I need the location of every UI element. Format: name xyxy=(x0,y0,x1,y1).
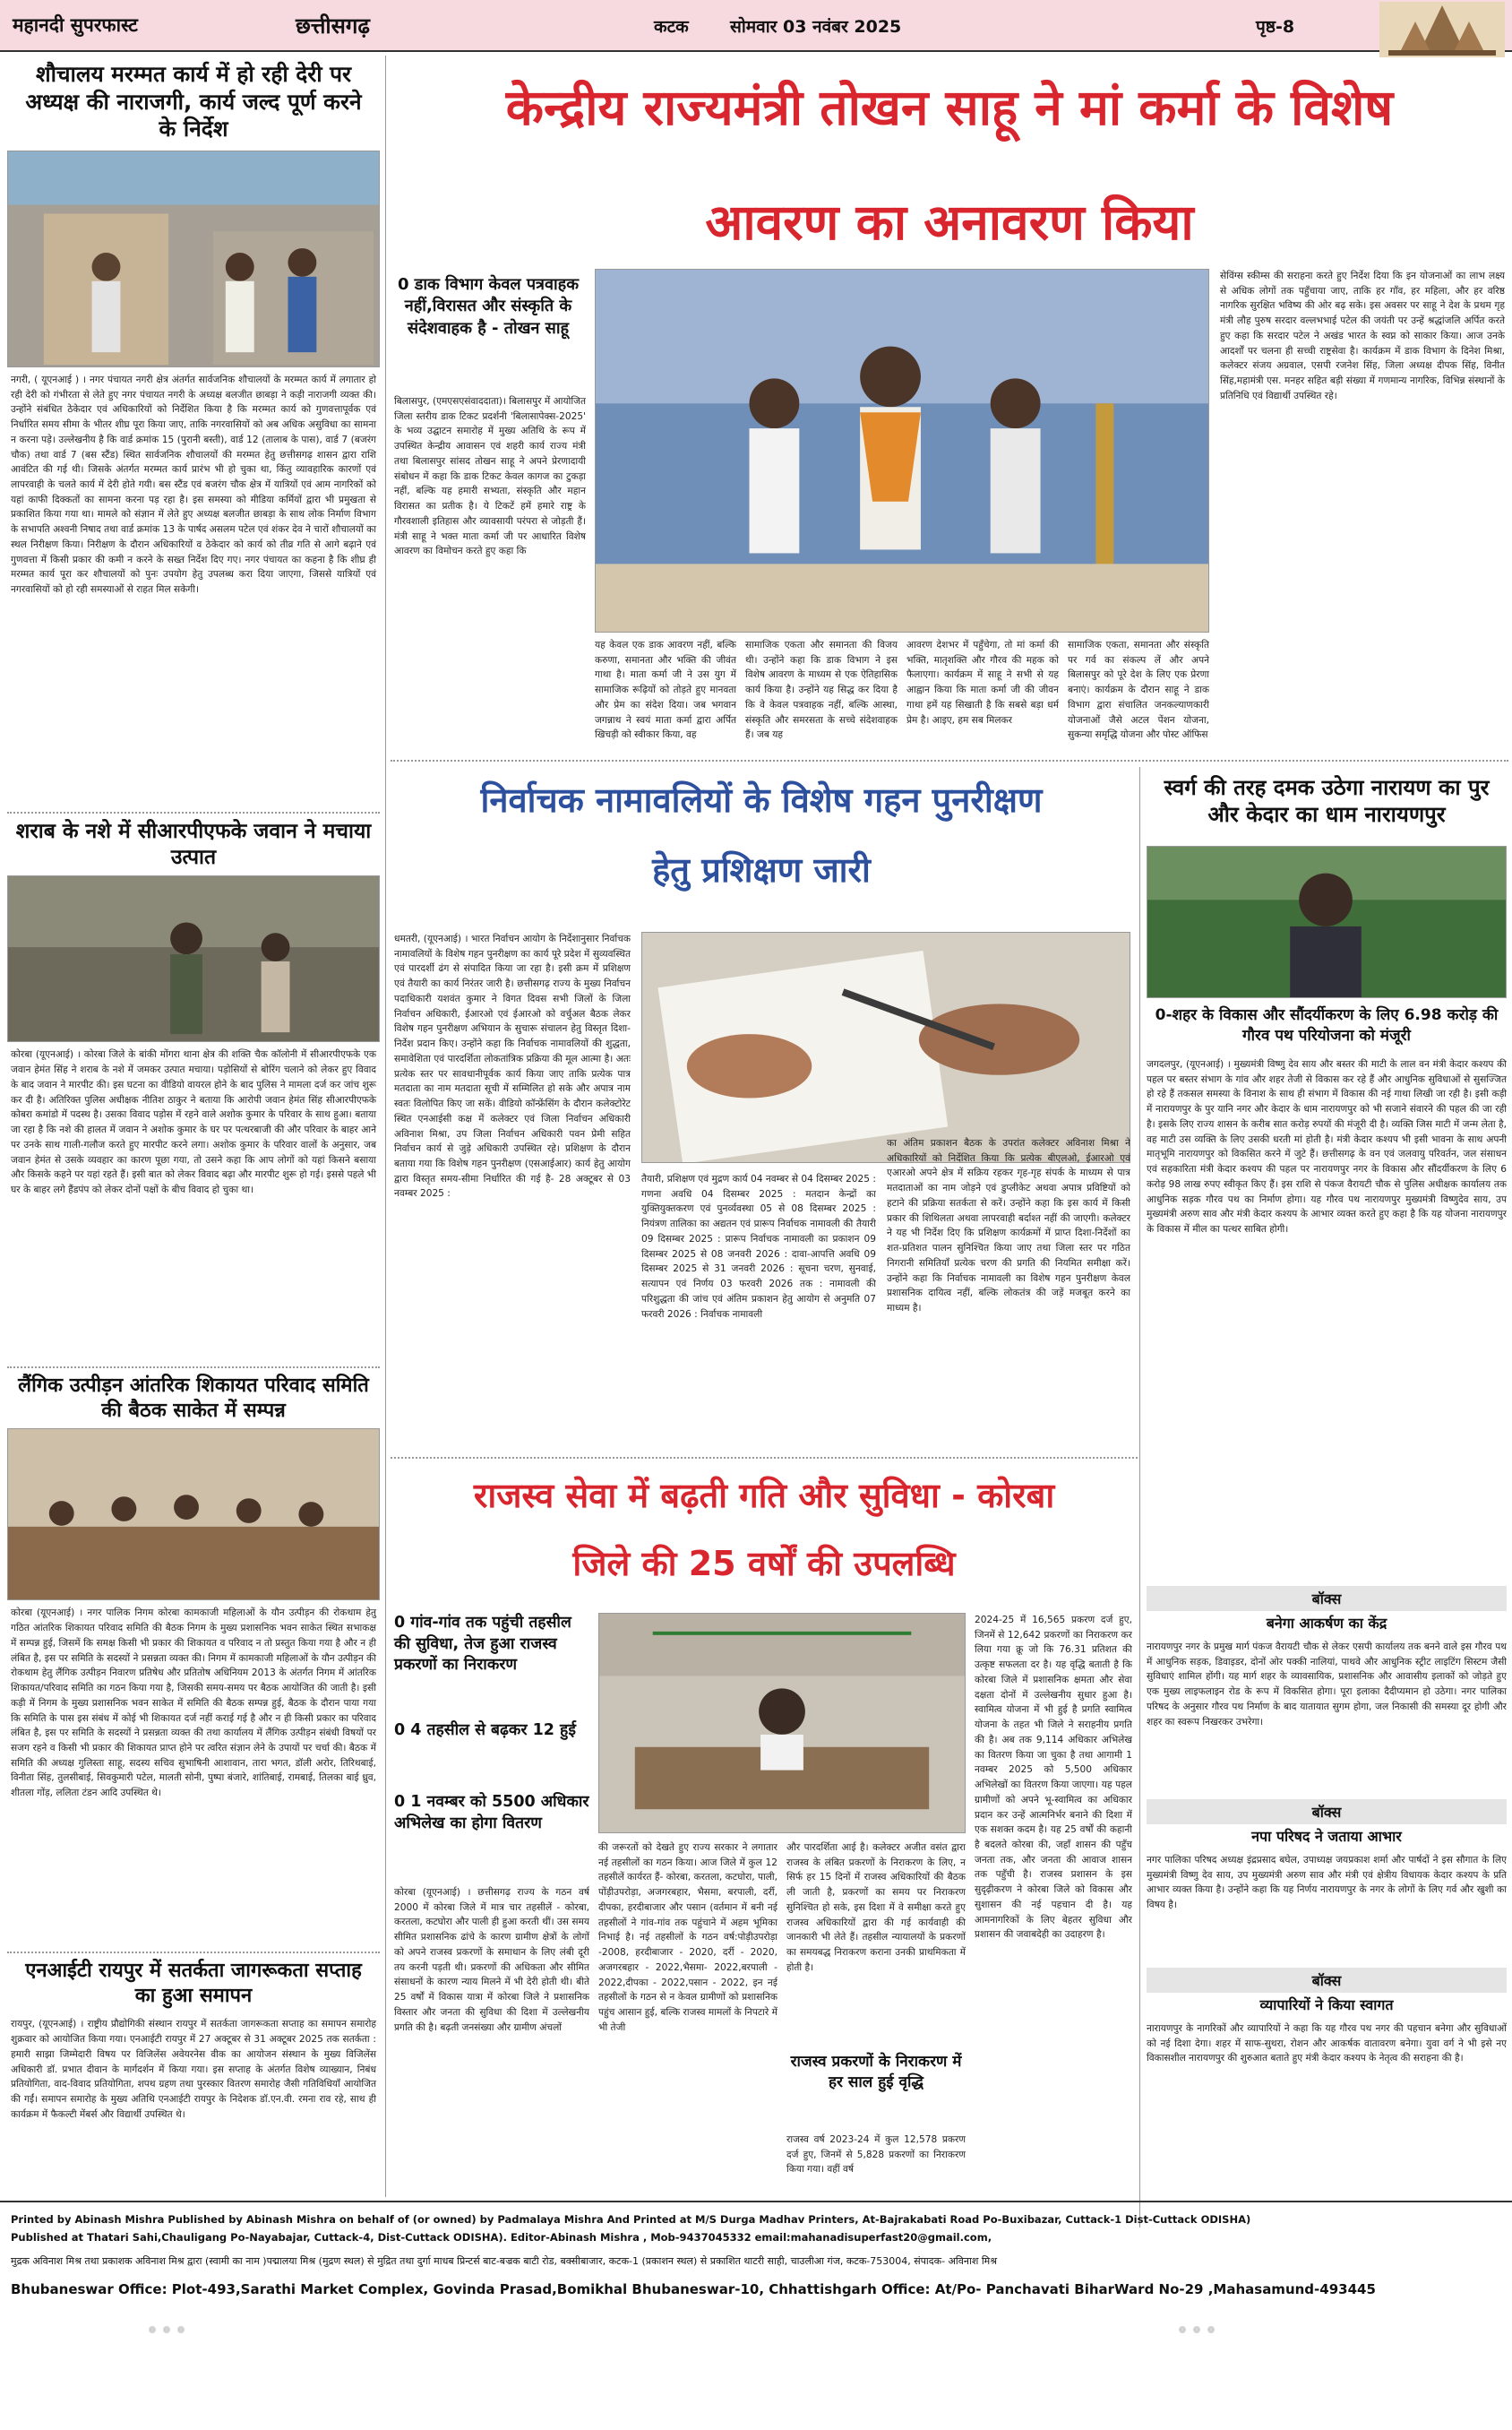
revenue-photo xyxy=(598,1613,966,1833)
committee-body: कोरबा (यूएनआई) । नगर पालिक निगम कोरबा कामकाजी महिलाओं के यौन उत्पीड़न की रोकथाम हेतु गठित आंतरिक शिकायत परिवाद समिति की बैठक निगम के मुख्य प्रशासनिक भवन साकेत स्थित सभाकक्ष में सम्पन्न हुई, जिसमें कि समक्ष किसी भी प्रकार की शिकायत व परिवाद न तो प्रस्तुत किया गया है और न ही लंबित है, इस पर समिति के सदस्यों ने प्रसन्नता व्यक्त की। निगम में कामकाजी महिलाओं के यौन उत्पीड़न की रोकथाम हेतु लैंगिक उत्पीड़न निवारण प्रतिषेध और प्रतितोष अधिनियम 2013 के अंतर्गत निगम में आंतरिक शिकायत/परिवाद समिति का गठन किया गया है, जिसकी समय-समय पर बैठक आयोजित की जाती है। इसी कड़ी में निगम के मुख्य प्रशासनिक भवन साकेत में समिति की बैठक सम्पन्न हुई, बैठक के दौरान पाया गया कि समिति के पास इस संबंध में कोई भी शिकायत दर्ज नहीं कराई गई है और न ही किसी प्रकार का परिवाद लंबित है, इस पर समिति के सदस्यों ने प्रसन्नता व्यक्त की तथा कार्यालय में लैंगिक उत्पीड़न संबंधी विषयों पर सजग रहने व किसी भी प्रकार की शिकायत प्राप्त होने पर त्वरित संज्ञान लेने के उपायों पर चर्चा की। बैठक में समिति की अध्यक्ष गुलिस्ता साहू, सदस्य सचिव सुभाषिनी आशावान, तारा भगत, डॉली अरोर, तिरिथबाई, विनीता सिंह, तुलसीबाई, सिवकुमारी पटेल, मालती सोनी, पुष्पा बंजारे, शांतिबाई, रामबाई, तिलका बाई ध्रुव, शीतला गोंड़, ललिता टंडन आदि उपस्थित थे। xyxy=(11,1607,376,1799)
sanitation-body: नगरी, ( यूएनआई ) । नगर पंचायत नगरी क्षेत्र अंतर्गत सार्वजनिक शौचालयों के मरम्मत कार्य में लगातार हो रही देरी को गंभीरता से लेते हुए नगर पंचायत नगरी के अध्यक्ष बलजीत छाबड़ा ने कड़ी नाराजगी व्यक्त की। उन्होंने संबंधित ठेकेदार एवं अधिकारियों को निर्देशित किया है कि मरम्मत कार्य को गुणवत्तापूर्वक एवं निर्धारित समय सीमा के भीतर शीघ्र पूरा किया जाए, ताकि नगरवासियों को अब अधिक असुविधा का सामना न करना पड़े। उल्लेखनीय है कि वार्ड क्रमांक 15 (पुरानी बस्ती), वार्ड 12 (तालाब के पास), वार्ड 7 (बजरंग चौक) तथा वार्ड 7 (बस स्टैंड) स्थित सार्वजनिक शौचालयों की मरम्मत हेतु छत्तीसगढ़ शासन द्वारा राशि आवंटित की गई थी। जिसके अंतर्गत मरम्मत कार्य प्रारंभ भी हो चुका था, किंतु व्यावहारिक कारणों एवं लापरवाही के चलते कार्य में देरी होते गयी। बस स्टैंड एवं बजरंग चौक क्षेत्र में यात्रियों एवं आम नागरिकों को यहां काफी दिक्कतों का सामना करना पड़ रहा है। इस समस्या को मीडिया कर्मियों द्वारा भी प्रमुखता से प्रकाशित किया गया था। मामले को संज्ञान में लेते हुए अध्यक्ष बलजीत छाबड़ा के साथ लोक निर्माण विभाग के सभापति अश्वनी निषाद तथा वार्ड क्रमांक 13 के पार्षद असलम पटेल एवं शंकर देव ने चारों शौचालयों का स्थल निरीक्षण किया। निरीक्षण के दौरान अधिकारियों व ठेकेदार को कार्य को तीव्र गति से आगे बढ़ाने एवं गुणवत्ता में किसी प्रकार की कमी न करने के सख्त निर्देश दिए गए। नगर पंचायत का कहना है कि शीघ्र ही मरम्मत कार्य पूरा कर शौचालयों को पुनः उपयोग हेतु उपलब्ध करा दिया जाएगा, जिससे यात्रियों एवं नगरवासियों को हो रही समस्याओं से राहत मिल सकेगी। xyxy=(11,374,376,596)
narayanpur-headline: स्वर्ग की तरह दमक उठेगा नारायण का पुर और केदार का धाम नारायणपुर xyxy=(1164,775,1490,827)
sanitation-headline: शौचालय मरम्मत कार्य में हो रही देरी पर अध्यक्ष की नाराजगी, कार्य जल्द पूर्ण करने के निर्देश xyxy=(25,61,362,142)
revenue-col-4: 2024-25 में 16,565 प्रकरण दर्ज हुए, जिनमें से 12,642 प्रकरणों का निराकरण कर लिया गया क्रू जो कि 76.31 प्रतिशत की उत्कृष्ट सफलता दर है। यह वृद्धि बताती है कि कोरबा जिले में प्रशासनिक क्षमता और सेवा दक्षता दोनों में उल्लेखनीय सुधार हुआ है। स्वामित्व योजना में भी हुई है प्रगति स्वामित्व योजना के तहत भी जिले ने सराहनीय प्रगति की है। अब तक 9,114 अधिकार अभिलेख का वितरण किया जा चुका है तथा आगामी 1 नवम्बर 2025 को 5,500 अधिकार अभिलेखों का वितरण किया जाएगा। यह पहल ग्रामीणों को अपने भू-स्वामित्व का अधिकार प्रदान कर उन्हें आत्मनिर्भर बनाने की दिशा में एक सशक्त कदम है। यह 25 वर्षों की कहानी है बदलते कोरबा की, जहाँ शासन की पहुँच जनता तक, और जनता की आवाज शासन तक पहुँची है। राजस्व प्रशासन के इस सुदृढ़ीकरण ने कोरबा जिले को विकास और सुशासन की नई पहचान दी है। यह आमनागरिकों के लिए बेहतर सुविधा और प्रशासन की जवाबदेही का उदाहरण है। xyxy=(975,1615,1132,1941)
box1-label: बॉक्स xyxy=(1147,1586,1507,1611)
revenue-headline-1: राजस्व सेवा में बढ़ती गति और सुविधा - कोरबा xyxy=(473,1476,1055,1515)
revenue-col-3: और पारदर्शिता आई है। कलेक्टर अजीत वसंत द्वारा राजस्व के लंबित प्रकरणों के निराकरण के लिए, न सिर्फ हर 15 दिनों में राजस्व अधिकारियों की बैठक ली जाती है, प्रकरणों का समय पर निराकरण सुनिश्चित हो सके, इस दिशा में वे समीक्षा करते हुए राजस्व अधिकारियों द्वारा की गई कार्यवाही की जानकारी भी लेते हैं। तहसील न्यायालयों के प्रकरणों का समयबद्ध निराकरण कराना उनकी प्राथमिकता में होती है। xyxy=(786,1842,966,1973)
state-name: छत्तीसगढ़ xyxy=(296,13,370,39)
committee-photo xyxy=(7,1428,380,1600)
lead-bottom-rule xyxy=(391,760,1508,762)
electoral-headline-2: हेतु प्रशिक्षण जारी xyxy=(652,850,871,890)
page-number: पृष्ठ-8 xyxy=(1256,17,1295,37)
imprint-line-2: Published at Thatari Sahi,Chauligang Po-Nayabajar, Cuttack-4, Dist-Cuttack ODISHA). Editor-Abinash Mishra , Mob-9437045332 email:mahanadisuperfast20@gmail.com, xyxy=(11,2231,992,2244)
nit-body: रायपुर, (यूएनआई) । राष्ट्रीय प्रौद्योगिकी संस्थान रायपुर में सतर्कता जागरूकता सप्ताह का समापन समारोह शुक्रवार को आयोजित किया गया। एनआईटी रायपुर में 27 अक्टूबर से 31 अक्टूबर 2025 तक सतर्कता : हमारी साझा जिम्मेदारी विषय पर विजिलेंस अवेयरनेस वीक का आयोजन संस्थान के मुख्य विजिलेंस अधिकारी डॉ. प्रभात दीवान के मार्गदर्शन में किया गया। इस सप्ताह के अंतर्गत विशेष व्याख्यान, निबंध प्रतियोगिता, वाद-विवाद प्रतियोगिता, शपथ ग्रहण तथा पुरस्कार वितरण समारोह जैसी गतिविधियाँ आयोजित की गईं। समापन समारोह के मुख्य अतिथि एनआईटी रायपुर के निदेशक डॉ.एन.वी. रमना राव रहे, साथ ही कार्यक्रम में फैकल्टी मेंबर्स और विद्यार्थी उपस्थित थे। xyxy=(11,2019,376,2120)
nit-headline: एनआईटी रायपुर में सतर्कता जागरूकता सप्ताह का हुआ समापन xyxy=(25,1960,362,2007)
committee-headline: लैंगिक उत्पीड़न आंतरिक शिकायत परिवाद समिति की बैठक साकेत में सम्पन्न xyxy=(18,1374,369,1422)
lead-photo xyxy=(595,269,1209,633)
sanitation-photo xyxy=(7,151,380,367)
box1-body: नारायणपुर नगर के प्रमुख मार्ग पंकज वैरायटी चौक से लेकर एसपी कार्यालय तक बनने वाले इस गौरव पथ में आधुनिक सड़क, डिवाइडर, दोनों ओर पक्की नालियां, पाथवे और आधुनिक स्ट्रीट लाइटिंग सिस्टम जैसी सुविधाएं शामिल होंगी। यह मार्ग शहर के व्यावसायिक, प्रशासनिक और आवासीय इलाकों को जोड़ते हुए एक मुख्य लाइफलाइन रोड के रूप में विकसित होगा। पूरा इलाका दैदीप्यमान हो उठेगा। नगर पालिका परिषद के अनुसार गौरव पथ निर्माण के बाद यातायात सुगम होगा, जल निकासी की समस्या दूर होगी और शहर का स्वरूप निखरकर उभरेगा। xyxy=(1147,1642,1507,1728)
revenue-col-1: कोरबा (यूएनआई) । छत्तीसगढ़ राज्य के गठन वर्ष 2000 में कोरबा जिले में मात्र चार तहसीलें - कोरबा, करतला, कटघोरा और पाली ही हुआ करती थीं। उस समय सीमित प्रशासनिक ढांचे के कारण ग्रामीण क्षेत्रों के लोगों को अपने राजस्व प्रकरणों के समाधान के लिए लंबी दूरी तय करनी पड़ती थी। प्रकरणों की अधिकता और सीमित संसाधनों के कारण न्याय मिलने में भी देरी होती थी। बीते 25 वर्षों में विकास यात्रा में कोरबा जिले ने प्रशासनिक विस्तार और जनता की सुविधा की दिशा में उल्लेखनीय प्रगति की है। बढ़ती जनसंख्या और ग्रामीण अंचलों xyxy=(394,1887,589,2033)
electoral-headline-1: निर्वाचक नामावलियों के विशेष गहन पुनरीक्षण xyxy=(480,780,1043,820)
lead-col-5: सामाजिक एकता, समानता और संस्कृति पर गर्व का संकल्प लें और अपने बिलासपुर को पूरे देश के लिए एक प्रेरणा बनाएं। कार्यक्रम के दौरान साहू ने डाक विभाग द्वारा संचालित जनकल्याणकारी योजनाओं जैसे अटल पेंशन योजना, सुकन्या समृद्धि योजना और पोस्ट ऑफिस xyxy=(1068,640,1209,741)
lead-col-6: सेविंग्स स्कीम्स की सराहना करते हुए निर्देश दिया कि इन योजनाओं का लाभ लक्ष्य से अधिक लोगों तक पहुँचाया जाए, ताकि हर गाँव, हर महिला, और हर वरिष्ठ नागरिक सुरक्षित भविष्य की ओर बढ़ सके। इस अवसर पर साहू ने देश के प्रथम गृह मंत्री लौह पुरुष सरदार वल्लभभाई पटेल की जयंती पर उन्हें श्रद्धांजलि अर्पित करते हुए कहा कि सरदार पटेल ने अखंड भारत के स्वप्न को साकार किया। आज उनके आदर्शों पर चलना ही सच्ची राष्ट्रसेवा है। कार्यक्रम में डाक विभाग के दिनेश मिश्रा, कलेक्टर संजय अग्रवाल, एसपी रजनेश सिंह, जिला अध्यक्ष दीपक सिंह, विनीत सिंह,महामंत्री एस. मनहर सहित बड़ी संख्या में गणमान्य नागरिक, विभिन्न संस्थानों के प्रतिनिधि एवं विद्यार्थी उपस्थित रहे। xyxy=(1220,271,1505,401)
electoral-col-1: धमतरी, (यूएनआई) । भारत निर्वाचन आयोग के निर्देशानुसार निर्वाचक नामावलियों के विशेष गहन पुनरीक्षण का कार्य पूरे प्रदेश में सुव्यवस्थित एवं पारदर्शी ढंग से संपादित किया जा रहा है। इसी क्रम में प्रशिक्षण एवं तैयारी का कार्य निरंतर जारी है। छत्तीसगढ़ राज्य के मुख्य निर्वाचन पदाधिकारी यशवंत कुमार ने विगत दिवस सभी जिलों के जिला निर्वाचन अधिकारी, ईआरओ एवं ईआरओ को वर्चुअल बैठक लेकर विशेष गहन पुनरीक्षण अभियान के सुचारू संचालन हेतु विस्तृत दिशा-निर्देश प्रदान किए। उन्होंने कहा कि निर्वाचक नामावलियों की शुद्धता, समावेशिता एवं पारदर्शिता लोकतांत्रिक प्रक्रिया की मूल आत्मा है। अतः प्रत्येक स्तर पर सावधानीपूर्वक कार्य किया जाए ताकि प्रत्येक पात्र मतदाता का नाम मतदाता सूची में सम्मिलित हो सके और अपात्र नाम स्वतः विलोपित किए जा सकें। वीडियो कॉन्फ्रेंसिंग के दौरान कलेक्टोरेट स्थित एनआईसी कक्ष में कलेक्टर एवं जिला निर्वाचन अधिकारी अविनाश मिश्रा, उप जिला निर्वाचन अधिकारी पवन प्रेमी सहित निर्वाचन कार्य से जुड़े अधिकारी उपस्थित रहे। प्रशिक्षण के दौरान बताया गया कि विशेष गहन पुनरीक्षण (एसआईआर) कार्य हेतु आयोग द्वारा विस्तृत समय-सीमा निर्धारित की गई है- 28 अक्टूबर से 03 नवम्बर 2025 : xyxy=(394,934,631,1200)
narayanpur-body: जगदलपुर, (यूएनआई) । मुख्यमंत्री विष्णु देव साय और बस्तर की माटी के लाल वन मंत्री केदार कश्यप की पहल पर बस्तर संभाग के गांव और शहर तेजी से विकास कर रहे हैं और आधुनिक सुविधाओं से सुसज्जित हो रहे हैं तकसल समस्या के विनाश के साथ ही संभाग में विकास की नई गाथा लिखी जा रही है। इसी कड़ी में नारायणपुर के पुर यानि नगर और केदार के धाम नारायणपुर को भी सजाने संवारने की पहल की जा रही है। इसके लिए राज्य शासन के करीब सात करोड़ रुपयों की मंजूरी दी है। व्यक्ति जिस माटी में जन्म लेता है, वह माटी उस व्यक्ति के लिए उसकी धरती मां होती है। मंत्री केदार कश्यप भी इसी भावना के साथ अपनी मातृभूमि नारायणपुर को विकसित करने में जुटे हैं। छत्तीसगढ़ के वन एवं जलवायु परिवर्तन, जल संसाधन एवं सहकारिता मंत्री केदार कश्यप की पहल पर नारायणपुर नगर के विकास और सौंदर्यीकरण के लिए 6 करोड़ 98 लाख रुपए स्वीकृत किए हैं। इस राशि से पंकज वैरायटी चौक से पुलिस अधीक्षक कार्यालय तक आधुनिक सड़क गौरव पथ का निर्माण होगा। यह गौरव पथ नारायणपुर मुख्यमंत्री विष्णुदेव साय, उप मुख्यमंत्री अरुण साव और मंत्री केदार कश्यप के आभार व्यक्त करते हुए कहा है कि यह योजना नारायणपुर के विकास में मील का पत्थर साबित होगी। xyxy=(1147,1059,1507,1236)
revenue-top-rule xyxy=(391,1457,1138,1459)
box2-label: बॉक्स xyxy=(1147,1799,1507,1824)
box3-label: बॉक्स xyxy=(1147,1968,1507,1993)
lead-col-4: आवरण देशभर में पहुँचेगा, तो मां कर्मा की भक्ति, मातृशक्ति और गौरव की महक को फैलाएगा। कार्यक्रम में साहू ने सभी से यह आह्वान किया कि माता कर्मा जी की जीवन गाथा हमें यह सिखाती है कि सबसे बड़ा धर्म प्रेम है। आइए, हम सब मिलकर xyxy=(906,640,1059,726)
revenue-sub-1: 0 गांव-गांव तक पहुंची तहसील की सुविधा, तेज हुआ राजस्व प्रकरणों का निराकरण xyxy=(394,1614,571,1675)
column-rule xyxy=(385,56,386,2197)
footer-rule xyxy=(0,2201,1512,2202)
crpf-photo xyxy=(7,875,380,1042)
narayanpur-photo xyxy=(1147,846,1507,998)
imprint-line-1: Printed by Abinash Mishra Published by Abinash Mishra on behalf of (or owned) by Padmalaya Mishra And Printed at M/S Durga Madhav Printers, At-Bajrakabati Road Po-Buxibazar, Cuttack-1 Dist-Cuttack ODISHA) xyxy=(11,2213,1251,2226)
registration-marks xyxy=(0,2312,1512,2430)
box3-title: व्यापारियों ने किया स्वागत xyxy=(1259,1996,1394,2013)
crpf-headline: शराब के नशे में सीआरपीएफके जवान ने मचाया उत्पात xyxy=(15,819,372,869)
lead-headline-2: आवरण का अनावरण किया xyxy=(705,194,1194,251)
box2-title: नपा परिषद ने जताया आभार xyxy=(1251,1828,1402,1845)
lead-headline-1: केन्द्रीय राज्यमंत्री तोखन साहू ने मां कर्मा के विशेष xyxy=(505,79,1394,136)
left-column xyxy=(7,56,380,2197)
revenue-sub-3: 0 1 नवम्बर को 5500 अधिकार अभिलेख का होगा वितरण xyxy=(394,1793,589,1832)
lead-col-3: सामाजिक एकता और समानता की विजय थी। उन्होंने कहा कि डाक विभाग ने इस विशेष आवरण के माध्यम से एक ऐतिहासिक कार्य किया है। उन्होंने यह सिद्ध कर दिया है कि वे केवल पत्रवाहक नहीं, बल्कि आस्था, संस्कृति और समरसता के सच्चे संदेशवाहक हैं। जब यह xyxy=(745,640,898,741)
revenue-headline-2: जिले की 25 वर्षों की उपलब्धि xyxy=(572,1544,956,1583)
paper-name: महानदी सुपरफास्ट xyxy=(13,14,138,36)
issue-date: सोमवार 03 नवंबर 2025 xyxy=(730,17,902,37)
office-address: Bhubaneswar Office: Plot-493,Sarathi Market Complex, Govinda Prasad,Bomikhal Bhubaneswar-10, Chhattishgarh Office: At/Po- Panchavati BiharWard No-29 ,Mahasamund-493445 xyxy=(11,2281,1376,2297)
electoral-photo xyxy=(641,932,1130,1163)
box2-body: नगर पालिका परिषद अध्यक्ष इंद्रप्रसाद बघेल, उपाध्यक्ष जयप्रकाश शर्मा और पार्षदों ने इस सौगात के लिए मुख्यमंत्री विष्णु देव साय, उप मुख्यमंत्री अरुण साव और मंत्री एवं क्षेत्रीय विधायक केदार कश्यप के प्रति आभार व्यक्त किया है। उन्होंने कहा कि यह निर्णय नारायणपुर के नगर के लोगों के लिए गर्व और खुशी का विषय है। xyxy=(1147,1855,1507,1911)
revenue-sub-4: राजस्व प्रकरणों के निराकरण में हर साल हुई वृद्धि xyxy=(790,2053,962,2091)
electoral-col-3: का अंतिम प्रकाशन बैठक के उपरांत कलेक्टर अविनाश मिश्रा ने अधिकारियों को निर्देशित किया कि प्रत्येक बीएलओ, ईआरओ एवं एआरओ अपने क्षेत्र में सक्रिय रहकर गृह-गृह संपर्क के माध्यम से पात्र मतदाताओं का नाम जोड़ने एवं डुप्लीकेट अथवा अपात्र प्रविष्टियों को हटाने की प्रक्रिया सतर्कता से करें। उन्होंने कहा कि इस कार्य में किसी प्रकार की शिथिलता अथवा लापरवाही बर्दाश्त नहीं की जाएगी। कलेक्टर ने यह भी निर्देश दिए कि प्रशिक्षण कार्यक्रमों में प्राप्त दिशा-निर्देशों का शत-प्रतिशत पालन सुनिश्चित किया जाए तथा जिला स्तर पर गठित निगरानी समितियाँ प्रत्येक चरण की प्रगति की नियमित समीक्षा करें। उन्होंने कहा कि निर्वाचक नामावली का विशेष गहन पुनरीक्षण केवल प्रशासनिक दायित्व नहीं, बल्कि लोकतंत्र की जड़ें मजबूत करने का माध्यम है। xyxy=(887,1138,1130,1314)
lead-subhead: 0 डाक विभाग केवल पत्रवाहक नहीं,विरासत और संस्कृति के संदेशवाहक है - तोखन साहू xyxy=(397,275,580,338)
city-name: कटक xyxy=(654,17,689,37)
box3-body: नारायणपुर के नागरिकों और व्यापारियों ने कहा कि यह गौरव पथ नगर की पहचान बनेगा और सुविधाओं को नई दिशा देगा। शहर में साफ-सुथरा, रोशन और आकर्षक वातावरण बनेगा। युवा वर्ग ने भी इसे नए विकासशील नारायणपुर की शुरुआत बताते हुए मंत्री केदार कश्यप के नेतृत्व की सराहना की है। xyxy=(1147,2023,1507,2064)
narayanpur-subhead: 0-शहर के विकास और सौंदर्यीकरण के लिए 6.98 करोड़ की गौरव पथ परियोजना को मंजूरी xyxy=(1155,1006,1499,1045)
revenue-col-2: की जरूरतों को देखते हुए राज्य सरकार ने लगातार नई तहसीलों का गठन किया। आज जिले में कुल 12 तहसीलें कार्यरत हैं- कोरबा, करतला, कटघोरा, पाली, पोंड़ीउपरोड़ा, अजगरबहार, भैसमा, बरपाली, दर्री, दीपका, हरदीबाजार और पसान (वर्तमान में बनी नई तहसीलों ने गांव-गांव तक पहुंचाने में अहम भूमिका निभाई है। नई तहसीलों के गठन वर्ष:पोड़ीउपरोड़ा -2008, हरदीबाजार - 2020, दर्री - 2020, अजगरबहार - 2022,भैसमा- 2022,बरपाली - 2022,दीपका - 2022,पसान - 2022, इन नई तहसीलों के गठन से न केवल ग्रामीणों को प्रशासनिक पहुंच आसान हुई, बल्कि राजस्व मामलों के निपटारे में भी तेजी xyxy=(598,1842,777,2033)
lead-col-1: बिलासपुर, (एमएसएसंवाददाता)। बिलासपुर में आयोजित जिला स्तरीय डाक टिकट प्रदर्शनी 'बिलासापेक्स-2025' के भव्य उद्घाटन समारोह में मुख्य अतिथि के रूप में उपस्थित केन्द्रीय आवासन एवं शहरी कार्य राज्य मंत्री तथा बिलासपुर सांसद तोखन साहू ने अपने प्रेरणादायी संबोधन में कहा कि डाक टिकट केवल कागज का टुकड़ा नहीं, बल्कि यह हमारी सभ्यता, संस्कृति और महान विरासत का प्रतीक है। ये टिकटें हमें हमारे राष्ट्र के गौरवशाली इतिहास और व्यावसायी परंपरा से जोड़ती हैं। मंत्री साहू ने भक्त माता कर्मा जी पर आधारित विशेष आवरण का विमोचन करते हुए कहा कि xyxy=(394,396,586,557)
revenue-col-3b: राजस्व वर्ष 2023-24 में कुल 12,578 प्रकरण दर्ज हुए, जिनमें से 5,828 प्रकरणों का निराकरण किया गया। वहीं वर्ष xyxy=(786,2134,966,2176)
lead-col-2: यह केवल एक डाक आवरण नहीं, बल्कि करुणा, समानता और भक्ति की जीवंत गाथा है। माता कर्मा जी ने उस युग में सामाजिक रूढ़ियों को तोड़ते हुए मानवता और प्रेम का संदेश दिया। जब भगवान जगन्नाथ ने स्वयं माता कर्मा द्वारा अर्पित खिचड़ी को स्वीकार किया, वह xyxy=(595,640,736,741)
electoral-col-2: तैयारी, प्रशिक्षण एवं मुद्रण कार्य 04 नवम्बर से 04 दिसम्बर 2025 : गणना अवधि 04 दिसम्बर 2025 : मतदान केन्द्रों का युक्तियुक्तकरण एवं पुनर्व्यवस्था 05 से 08 दिसम्बर 2025 : नियंत्रण तालिका का अद्यतन एवं प्रारूप निर्वाचक नामावली की तैयारी 09 दिसम्बर 2025 : प्रारूप निर्वाचक नामावली का प्रकाशन 09 दिसम्बर 2025 से 08 जनवरी 2026 : दावा-आपत्ति अवधि 09 दिसम्बर 2025 से 31 जनवरी 2026 : सूचना चरण, सुनवाई, सत्यापन एवं निर्णय 03 फरवरी 2026 तक : नामावली की परिशुद्धता की जांच एवं अंतिम प्रकाशन हेतु आयोग से अनुमति 07 फरवरी 2026 : निर्वाचक नामावली xyxy=(641,1174,876,1320)
temple-logo xyxy=(1379,2,1505,57)
box1-title: बनेगा आकर्षण का केंद्र xyxy=(1266,1615,1387,1632)
crpf-body: कोरबा (यूएनआई) । कोरबा जिले के बांकी मोंगरा थाना क्षेत्र की शक्ति चैक कॉलोनी में सीआरपीएफके एक जवान हेमंत सिंह ने शराब के नशे में जमकर उत्पात मचाया। पड़ोसियों से बोरिंग चलाने को लेकर हुए विवाद के बाद जवान ने मारपीट की। इस घटना का वीडियो वायरल होने के बाद पुलिस ने मामला दर्ज कर जांच शुरू कर दी है। अतिरिक्त पुलिस अधीक्षक नीतिश ठाकुर ने बताया कि आरोपी जवान हेमंत सिंह सीआरपीएफके कोबरा कमांडो में पदस्थ है। उसका विवाद पड़ोस में रहने वाले अशोक कुमार के परिवार के साथ हुआ। बताया जा रहा है कि नशे की हालत में जवान ने अशोक कुमार के घर पर पत्थरबाजी की और परिवार के बाहर आने पर उनके साथ गाली-गलौज करते हुए मारपीट करने लगा। अशोक कुमार के परिवार वालों के अनुसार, जब जवान हेमंत से उसके व्यवहार का कारण पूछा गया, तो उसने कहा कि आप लोगों को यहां किसने बसाया और किसके कहने पर यहां रहते हैं। इसी बात को लेकर विवाद बढ़ा और मारपीट शुरू हो गई। इससे पहले भी घर के बाहर लगे हैंडपंप को लेकर दोनों पक्षों के बीच विवाद हो चुका था। xyxy=(11,1049,376,1195)
revenue-sub-2: 0 4 तहसील से बढ़कर 12 हुई xyxy=(394,1721,576,1739)
imprint-line-3: मुद्रक अविनाश मिश्र तथा प्रकाशक अविनाश मिश्र द्वारा (स्वामी का नाम )पद्मालया मिश्र (मुद्रण स्थल) से मुद्रित तथा दुर्गा माधब प्रिन्टर्स बाट-बज्रक बाटी रोड, बक्सीबाजार, कटक-1 (प्रकाशन स्थल) से प्रकाशित थाटरी साही, चाउलीआ गंज, कटक-753004, संपादक- अविनाश मिश्र xyxy=(11,2255,998,2267)
mid-rule xyxy=(1139,767,1140,2228)
